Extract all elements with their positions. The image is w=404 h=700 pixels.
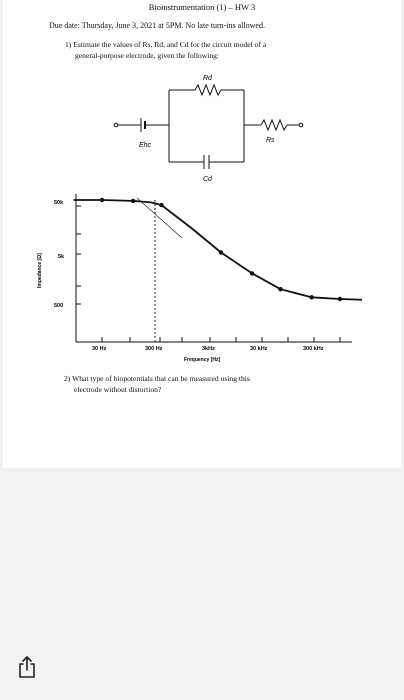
- data-point: [338, 297, 342, 301]
- x-tick-label: 300 Hz: [145, 346, 163, 352]
- document-title: Bioinstrumentation (1) – HW 3: [148, 2, 256, 12]
- question-1: [65, 39, 365, 61]
- rd-label: Rd: [203, 75, 212, 82]
- data-point: [309, 295, 313, 299]
- y-tick-label: 50k: [54, 200, 64, 206]
- share-button[interactable]: [14, 654, 40, 680]
- y-minor-ticks: [76, 206, 81, 304]
- impedance-series: [74, 198, 362, 301]
- right-terminal: [299, 123, 303, 127]
- cd-label: Cd: [203, 176, 212, 183]
- data-point: [159, 203, 163, 207]
- question-1-line-1: 1) Estimate the values of Rs, Rd, and Cd for the circuit model of a: [65, 40, 267, 49]
- impedance-curve: [74, 200, 362, 300]
- ehc-label: Ehc: [139, 142, 152, 149]
- due-date-line: Due date: Thursday, June 3, 2021 at 5PM. No late turn-ins allowed.: [49, 21, 265, 30]
- rs-resistor: [261, 120, 287, 130]
- data-point: [250, 271, 254, 275]
- data-point: [278, 287, 282, 291]
- question-2-line-2: electrode without distortion?: [74, 385, 162, 394]
- data-point: [100, 198, 104, 202]
- share-icon: [14, 654, 40, 680]
- question-2-line-1: 2) What type of biopotentials that can be measured using this: [64, 374, 250, 383]
- question-1-line-2: general-purpose electrode, given the following:: [75, 51, 220, 60]
- left-terminal: [114, 123, 118, 127]
- x-axis-label: Frequency [Hz]: [184, 357, 221, 363]
- x-tick-label: 3kHz: [202, 346, 215, 352]
- document-page: [3, 0, 401, 468]
- rd-resistor: [195, 85, 221, 95]
- y-tick-label: 500: [54, 303, 64, 309]
- x-tick-label: 30 kHz: [250, 346, 268, 352]
- x-tick-label: 30 Hz: [92, 346, 107, 352]
- question-2: [64, 373, 364, 395]
- y-axis-label: Impedance [Ω]: [37, 253, 43, 288]
- impedance-frequency-chart: [32, 186, 362, 371]
- data-point: [219, 250, 223, 254]
- electrode-circuit-diagram: [111, 70, 311, 185]
- x-tick-label: 300 kHz: [303, 346, 324, 352]
- x-minor-ticks: [102, 337, 340, 342]
- data-point: [131, 199, 135, 203]
- y-tick-label: 5k: [58, 254, 65, 260]
- rs-label: Rs: [266, 137, 275, 144]
